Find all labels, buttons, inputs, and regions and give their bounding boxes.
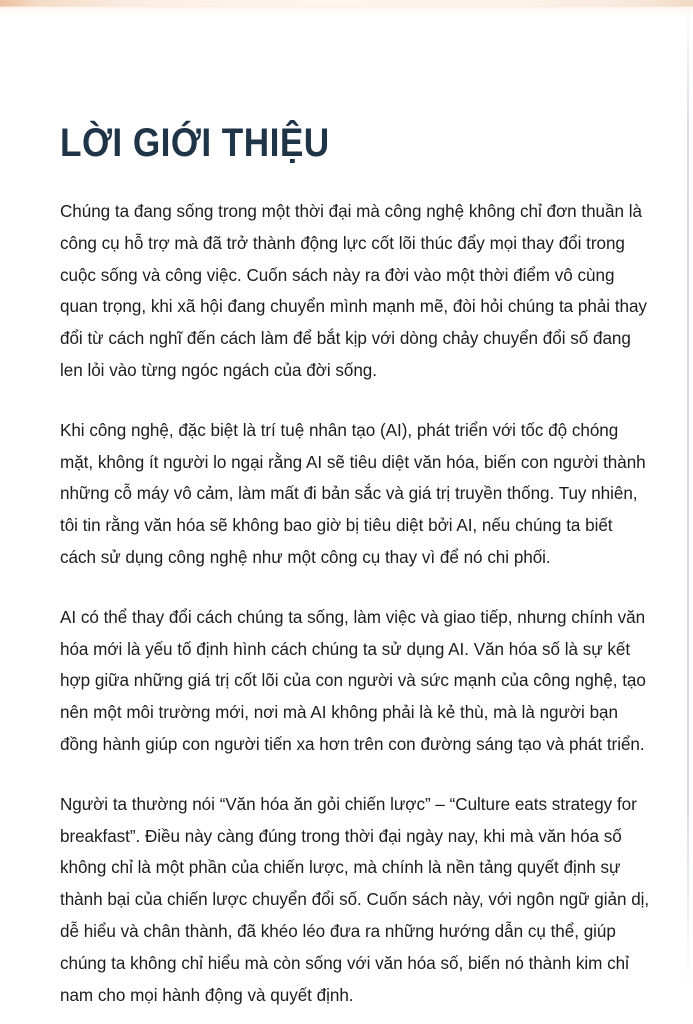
page-right-gutter-line <box>687 0 689 1024</box>
paragraph-1: Chúng ta đang sống trong một thời đại mà công nghệ không chỉ đơn thuần là công cụ hỗ trợ mà đã trở thành động lực cốt lõi thúc đẩy mọi thay đổi trong cuộc sống và công việc. Cuốn sách này ra đời vào một thời điểm vô cùng quan trọng, khi xã hội đang chuyển mình mạnh mẽ, đòi hỏi chúng ta phải thay đổi từ cách nghĩ đến cách làm để bắt kịp với dòng chảy chuyển đổi số đang len lỏi vào từng ngóc ngách của đời sống. <box>60 202 647 380</box>
paragraph-4: Người ta thường nói “Văn hóa ăn gỏi chiến lược” – “Culture eats strategy for breakfast”. Điều này càng đúng trong thời đại ngày nay, khi mà văn hóa số không chỉ là một phần của chiến lược, mà chính là nền tảng quyết định sự thành bại của chiến lược chuyển đổi số. Cuốn sách này, với ngôn ngữ giản dị, dễ hiểu và chân thành, đã khéo léo đưa ra những hướng dẫn cụ thể, giúp chúng ta không chỉ hiểu mà còn sống với văn hóa số, biến nó thành kim chỉ nam cho mọi hành động và quyết định. <box>60 794 650 1005</box>
page-top-edge-fade <box>0 6 693 16</box>
chapter-heading: LỜI GIỚI THIỆU <box>60 121 330 165</box>
body-text-block <box>60 196 652 1011</box>
paragraph-3: AI có thể thay đổi cách chúng ta sống, làm việc và giao tiếp, nhưng chính văn hóa mới là yếu tố định hình cách chúng ta sử dụng AI. Văn hóa số là sự kết hợp giữa những giá trị cốt lõi của con người và sức mạnh của công nghệ, tạo nên một môi trường mới, nơi mà AI không phải là kẻ thù, mà là người bạn đồng hành giúp con người tiến xa hơn trên con đường sáng tạo và phát triển. <box>60 607 646 754</box>
paragraph-2: Khi công nghệ, đặc biệt là trí tuệ nhân tạo (AI), phát triển với tốc độ chóng mặt, không ít người lo ngại rằng AI sẽ tiêu diệt văn hóa, biến con người thành những cỗ máy vô cảm, làm mất đi bản sắc và giá trị truyền thống. Tuy nhiên, tôi tin rằng văn hóa sẽ không bao giờ bị tiêu diệt bởi AI, nếu chúng ta biết cách sử dụng công nghệ như một công cụ thay vì để nó chi phối. <box>60 420 646 567</box>
